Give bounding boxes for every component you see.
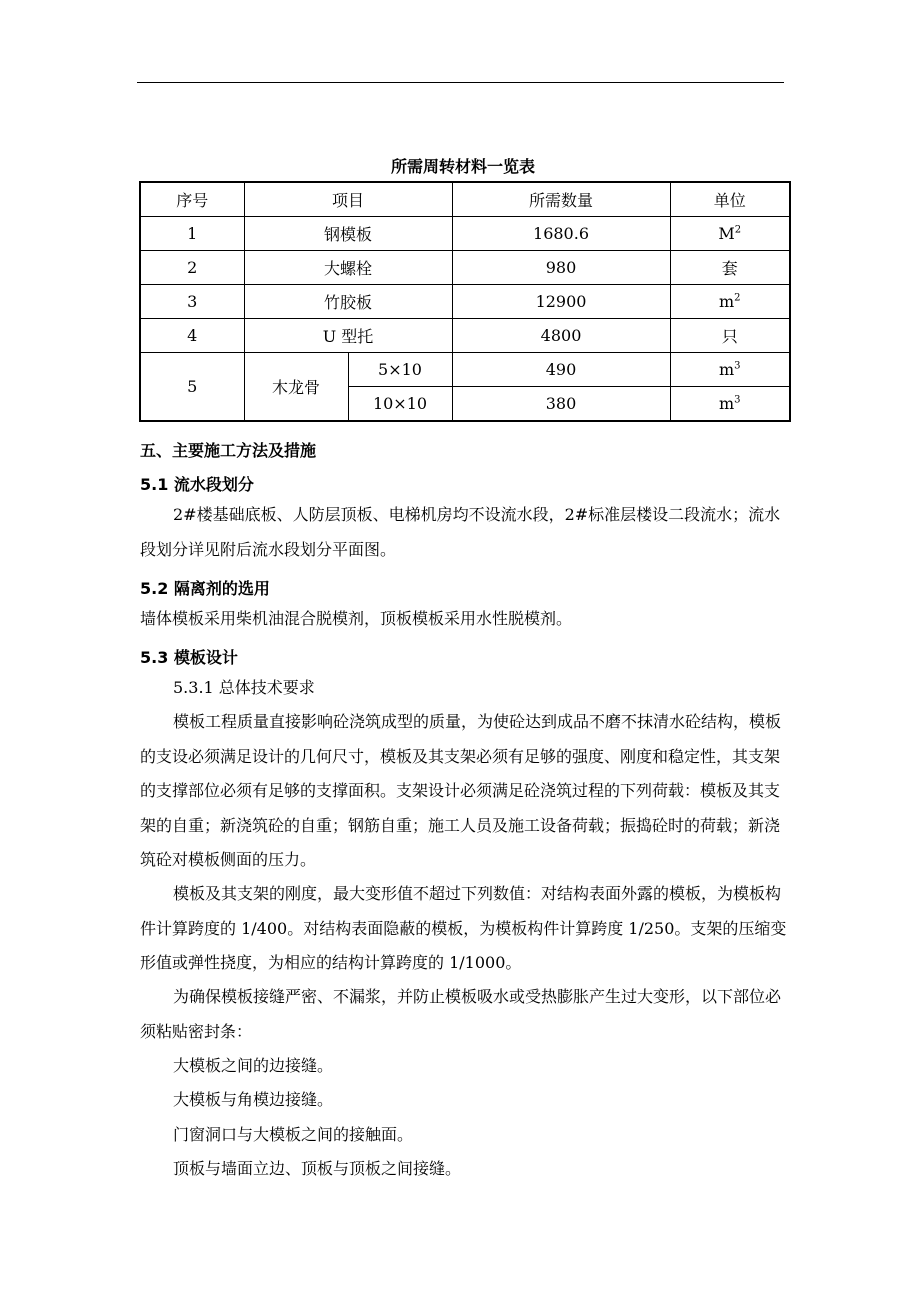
row-item: 钢模板 <box>244 217 452 251</box>
table-row <box>140 285 790 319</box>
subsection-heading-5-1: 5.1 流水段划分 <box>140 475 254 494</box>
row-spec: 5×10 <box>348 353 452 387</box>
list-item: 大模板与角模边接缝。 <box>173 1090 334 1109</box>
row-no: 3 <box>140 285 244 319</box>
header-no: 序号 <box>140 182 244 217</box>
row-no: 1 <box>140 217 244 251</box>
table-row <box>140 319 790 353</box>
row-spec: 10×10 <box>348 387 452 422</box>
row-unit: m <box>718 394 735 413</box>
header-rule <box>137 82 784 83</box>
table-title: 所需周转材料一览表 <box>390 157 535 176</box>
row-no: 4 <box>140 319 244 353</box>
unit-exponent: 3 <box>734 394 741 406</box>
row-unit: m <box>718 360 735 379</box>
row-unit: 套 <box>670 251 790 285</box>
row-qty: 4800 <box>452 319 670 353</box>
paragraph-5-1: 2#楼基础底板、人防层顶板、电梯机房均不设流水段，2#标准层楼设二段流水；流水段划分详见附后流水段划分平面图。 <box>140 505 781 559</box>
header-qty: 所需数量 <box>452 182 670 217</box>
paragraph-technical-requirements: 模板工程质量直接影响砼浇筑成型的质量，为使砼达到成品不磨不抹清水砼结构，模板的支设必须满足设计的几何尺寸，模板及其支架必须有足够的强度、刚度和稳定性，其支架的支撑部位必须有足够的支撑面积。支架设计必须满足砼浇筑过程的下列荷载：模板及其支架的自重；新浇筑砼的自重；钢筋自重；施工人员及施工设备荷载；振捣砼时的荷载；新浇筑砼对模板侧面的压力。 <box>140 712 782 869</box>
row-unit: M <box>718 224 735 243</box>
row-item: U 型托 <box>244 319 452 353</box>
header-item: 项目 <box>244 182 452 217</box>
list-item: 门窗洞口与大模板之间的接触面。 <box>173 1125 414 1144</box>
row-item: 大螺栓 <box>244 251 452 285</box>
row-qty: 980 <box>452 251 670 285</box>
subsection-heading-5-2: 5.2 隔离剂的选用 <box>140 579 270 598</box>
row-qty: 490 <box>452 353 670 387</box>
table-row <box>140 217 790 251</box>
paragraph-5-2: 墙体模板采用柴机油混合脱模剂，顶板模板采用水性脱模剂。 <box>140 609 573 628</box>
unit-exponent: 2 <box>734 292 741 304</box>
table-header-row <box>140 182 790 217</box>
table-row <box>140 353 790 387</box>
subsubsection-heading-5-3-1: 5.3.1 总体技术要求 <box>173 678 315 697</box>
table-row <box>140 251 790 285</box>
paragraph-stiffness-limits: 模板及其支架的刚度，最大变形值不超过下列数值：对结构表面外露的模板，为模板构件计算跨度的 1/400。对结构表面隐蔽的模板，为模板构件计算跨度 1/250。支架的压缩变形值或弹性挠度，为相应的结构计算跨度的 1/1000。 <box>140 884 787 972</box>
row-unit-cell <box>670 217 790 251</box>
paragraph-sealing-strips: 为确保模板接缝严密、不漏浆，并防止模板吸水或受热膨胀产生过大变形，以下部位必须粘贴密封条： <box>140 987 782 1041</box>
row-no: 5 <box>140 353 244 422</box>
row-unit: m <box>718 292 735 311</box>
row-unit-cell <box>670 285 790 319</box>
materials-table <box>139 181 791 422</box>
row-no: 2 <box>140 251 244 285</box>
row-unit: 只 <box>670 319 790 353</box>
row-unit-cell <box>670 387 790 422</box>
subsection-heading-5-3: 5.3 模板设计 <box>140 648 238 667</box>
row-qty: 380 <box>452 387 670 422</box>
list-item: 大模板之间的边接缝。 <box>173 1056 334 1075</box>
unit-exponent: 3 <box>734 360 741 372</box>
list-item: 顶板与墙面立边、顶板与顶板之间接缝。 <box>173 1159 462 1178</box>
row-unit-cell <box>670 353 790 387</box>
row-qty: 1680.6 <box>452 217 670 251</box>
row-item: 木龙骨 <box>244 353 348 422</box>
row-item: 竹胶板 <box>244 285 452 319</box>
header-unit: 单位 <box>670 182 790 217</box>
unit-exponent: 2 <box>734 224 742 236</box>
row-qty: 12900 <box>452 285 670 319</box>
section-heading: 五、主要施工方法及措施 <box>140 441 317 460</box>
